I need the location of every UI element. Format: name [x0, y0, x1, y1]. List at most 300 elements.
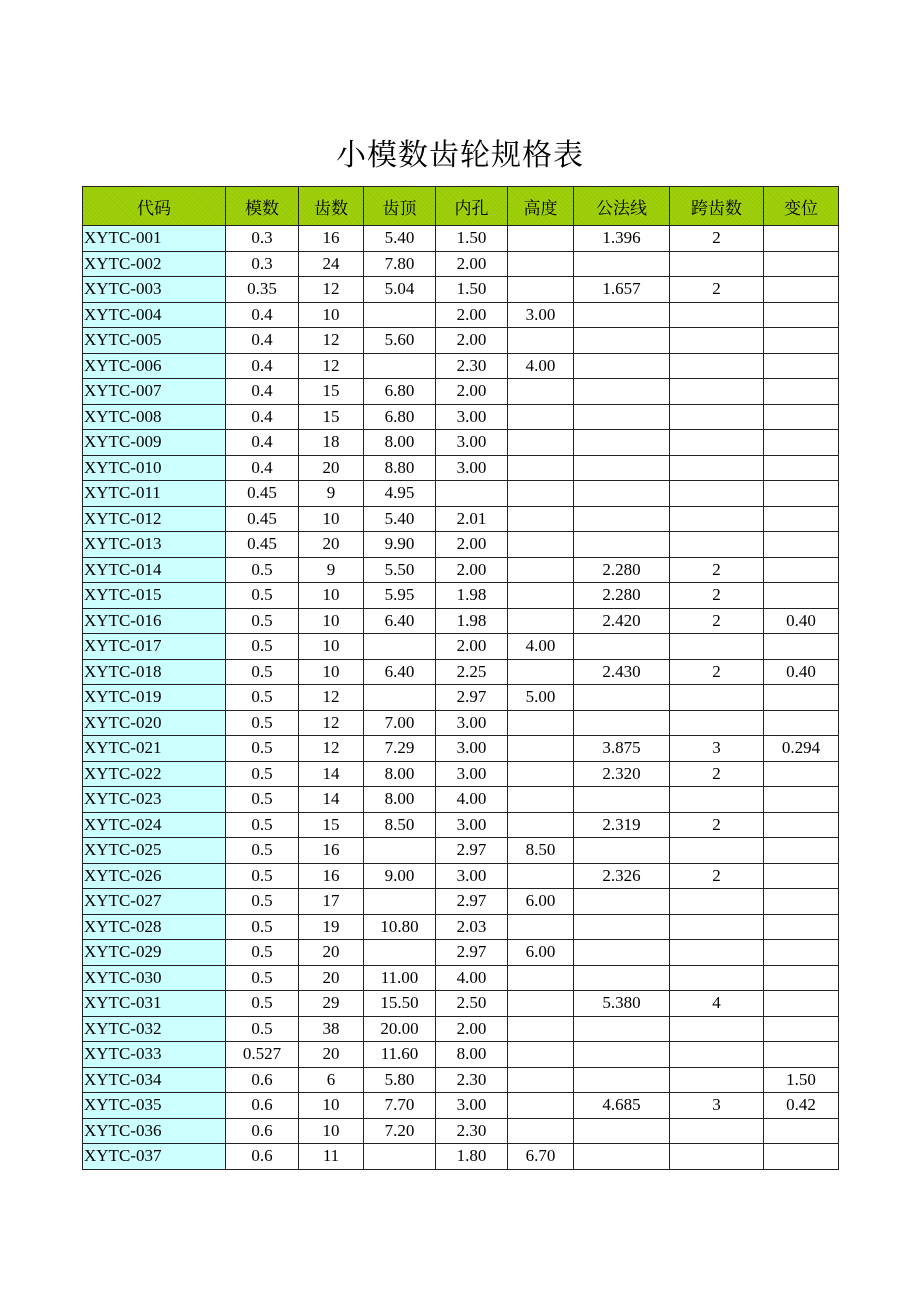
cell-base-tangent-length [574, 838, 670, 864]
column-header-teeth: 齿数 [299, 187, 364, 226]
cell-teeth: 10 [299, 1093, 364, 1119]
cell-teeth: 20 [299, 940, 364, 966]
cell-span-teeth [670, 1118, 764, 1144]
cell-code: XYTC-019 [83, 685, 226, 711]
cell-module: 0.5 [226, 838, 299, 864]
cell-span-teeth [670, 685, 764, 711]
cell-profile-shift: 0.40 [764, 608, 839, 634]
cell-module: 0.5 [226, 889, 299, 915]
cell-base-tangent-length: 2.430 [574, 659, 670, 685]
cell-bore: 8.00 [436, 1042, 508, 1068]
cell-teeth: 15 [299, 812, 364, 838]
cell-tip-diameter: 5.40 [364, 226, 436, 252]
cell-teeth: 10 [299, 506, 364, 532]
cell-bore: 1.50 [436, 226, 508, 252]
cell-teeth: 9 [299, 557, 364, 583]
cell-module: 0.3 [226, 251, 299, 277]
cell-teeth: 16 [299, 226, 364, 252]
cell-span-teeth: 4 [670, 991, 764, 1017]
table-row [83, 914, 839, 940]
cell-height [508, 991, 574, 1017]
table-row [83, 404, 839, 430]
cell-profile-shift [764, 277, 839, 303]
cell-height: 6.00 [508, 940, 574, 966]
cell-code: XYTC-036 [83, 1118, 226, 1144]
cell-module: 0.4 [226, 455, 299, 481]
cell-module: 0.4 [226, 379, 299, 405]
cell-base-tangent-length [574, 1042, 670, 1068]
cell-span-teeth [670, 634, 764, 660]
cell-teeth: 20 [299, 455, 364, 481]
cell-base-tangent-length: 2.420 [574, 608, 670, 634]
cell-profile-shift [764, 251, 839, 277]
cell-profile-shift [764, 430, 839, 456]
cell-tip-diameter: 6.40 [364, 608, 436, 634]
cell-span-teeth [670, 710, 764, 736]
cell-span-teeth [670, 1042, 764, 1068]
table-row [83, 1144, 839, 1170]
cell-module: 0.5 [226, 608, 299, 634]
table-row [83, 608, 839, 634]
cell-tip-diameter [364, 838, 436, 864]
cell-profile-shift [764, 1118, 839, 1144]
cell-height [508, 251, 574, 277]
cell-profile-shift [764, 965, 839, 991]
cell-bore: 1.98 [436, 583, 508, 609]
table-row [83, 991, 839, 1017]
column-header-span-teeth: 跨齿数 [670, 187, 764, 226]
cell-bore: 2.00 [436, 302, 508, 328]
table-row [83, 710, 839, 736]
table-row [83, 1118, 839, 1144]
cell-teeth: 6 [299, 1067, 364, 1093]
cell-tip-diameter: 8.80 [364, 455, 436, 481]
cell-teeth: 12 [299, 685, 364, 711]
cell-profile-shift [764, 889, 839, 915]
cell-bore: 3.00 [436, 404, 508, 430]
cell-teeth: 10 [299, 659, 364, 685]
cell-height [508, 787, 574, 813]
cell-height [508, 736, 574, 762]
column-header-base-tangent-length: 公法线 [574, 187, 670, 226]
cell-span-teeth [670, 787, 764, 813]
cell-code: XYTC-008 [83, 404, 226, 430]
cell-profile-shift: 0.40 [764, 659, 839, 685]
cell-module: 0.45 [226, 506, 299, 532]
cell-module: 0.45 [226, 532, 299, 558]
cell-tip-diameter: 5.80 [364, 1067, 436, 1093]
cell-profile-shift [764, 226, 839, 252]
table-row [83, 1067, 839, 1093]
cell-bore: 1.98 [436, 608, 508, 634]
table-row [83, 965, 839, 991]
cell-module: 0.35 [226, 277, 299, 303]
cell-profile-shift [764, 455, 839, 481]
cell-tip-diameter: 8.00 [364, 787, 436, 813]
cell-module: 0.4 [226, 353, 299, 379]
cell-profile-shift [764, 328, 839, 354]
cell-tip-diameter: 5.60 [364, 328, 436, 354]
cell-height [508, 710, 574, 736]
cell-height [508, 404, 574, 430]
cell-code: XYTC-012 [83, 506, 226, 532]
table-row [83, 1016, 839, 1042]
table-header [83, 187, 839, 226]
table-row [83, 379, 839, 405]
cell-module: 0.5 [226, 685, 299, 711]
cell-height [508, 1016, 574, 1042]
cell-span-teeth [670, 838, 764, 864]
cell-module: 0.5 [226, 583, 299, 609]
cell-base-tangent-length [574, 685, 670, 711]
cell-profile-shift [764, 914, 839, 940]
cell-profile-shift [764, 863, 839, 889]
cell-code: XYTC-002 [83, 251, 226, 277]
table-row [83, 455, 839, 481]
cell-span-teeth [670, 914, 764, 940]
table-row [83, 634, 839, 660]
cell-bore: 2.97 [436, 685, 508, 711]
cell-span-teeth [670, 379, 764, 405]
cell-span-teeth [670, 1067, 764, 1093]
cell-module: 0.5 [226, 940, 299, 966]
cell-tip-diameter: 4.95 [364, 481, 436, 507]
cell-height: 8.50 [508, 838, 574, 864]
cell-module: 0.5 [226, 761, 299, 787]
cell-bore: 2.97 [436, 838, 508, 864]
cell-span-teeth [670, 532, 764, 558]
cell-profile-shift [764, 685, 839, 711]
cell-base-tangent-length: 2.326 [574, 863, 670, 889]
cell-height [508, 430, 574, 456]
cell-bore: 3.00 [436, 710, 508, 736]
cell-base-tangent-length: 2.280 [574, 557, 670, 583]
table-row [83, 583, 839, 609]
table-row [83, 430, 839, 456]
cell-base-tangent-length: 1.657 [574, 277, 670, 303]
cell-height: 4.00 [508, 353, 574, 379]
table-row [83, 226, 839, 252]
cell-base-tangent-length [574, 251, 670, 277]
cell-bore: 3.00 [436, 812, 508, 838]
cell-profile-shift: 1.50 [764, 1067, 839, 1093]
cell-profile-shift [764, 634, 839, 660]
cell-base-tangent-length: 2.280 [574, 583, 670, 609]
cell-code: XYTC-014 [83, 557, 226, 583]
cell-tip-diameter [364, 353, 436, 379]
cell-bore: 2.00 [436, 328, 508, 354]
cell-tip-diameter: 7.70 [364, 1093, 436, 1119]
cell-teeth: 12 [299, 736, 364, 762]
cell-span-teeth: 2 [670, 608, 764, 634]
table-row [83, 1042, 839, 1068]
cell-span-teeth [670, 455, 764, 481]
cell-tip-diameter: 7.20 [364, 1118, 436, 1144]
cell-profile-shift [764, 532, 839, 558]
cell-bore: 3.00 [436, 455, 508, 481]
cell-code: XYTC-027 [83, 889, 226, 915]
cell-module: 0.5 [226, 1016, 299, 1042]
cell-module: 0.4 [226, 302, 299, 328]
cell-tip-diameter [364, 1144, 436, 1170]
cell-height [508, 812, 574, 838]
cell-bore: 2.00 [436, 532, 508, 558]
cell-bore: 2.00 [436, 1016, 508, 1042]
cell-tip-diameter: 5.40 [364, 506, 436, 532]
cell-profile-shift [764, 557, 839, 583]
table-row [83, 940, 839, 966]
cell-base-tangent-length [574, 506, 670, 532]
cell-teeth: 29 [299, 991, 364, 1017]
cell-tip-diameter: 9.00 [364, 863, 436, 889]
table-body [83, 226, 839, 1170]
table-row [83, 838, 839, 864]
cell-bore: 3.00 [436, 430, 508, 456]
cell-module: 0.6 [226, 1144, 299, 1170]
cell-tip-diameter: 11.60 [364, 1042, 436, 1068]
cell-span-teeth [670, 1016, 764, 1042]
cell-bore: 2.01 [436, 506, 508, 532]
table-row [83, 889, 839, 915]
cell-tip-diameter: 5.95 [364, 583, 436, 609]
cell-tip-diameter [364, 940, 436, 966]
cell-teeth: 20 [299, 532, 364, 558]
cell-profile-shift [764, 404, 839, 430]
cell-profile-shift [764, 379, 839, 405]
column-header-tip-diameter: 齿顶 [364, 187, 436, 226]
cell-code: XYTC-017 [83, 634, 226, 660]
cell-tip-diameter [364, 685, 436, 711]
cell-height [508, 863, 574, 889]
cell-code: XYTC-024 [83, 812, 226, 838]
cell-height [508, 226, 574, 252]
cell-base-tangent-length [574, 1144, 670, 1170]
cell-code: XYTC-032 [83, 1016, 226, 1042]
cell-base-tangent-length [574, 634, 670, 660]
cell-span-teeth [670, 481, 764, 507]
cell-span-teeth [670, 965, 764, 991]
cell-height [508, 761, 574, 787]
cell-code: XYTC-007 [83, 379, 226, 405]
cell-span-teeth [670, 1144, 764, 1170]
cell-profile-shift [764, 761, 839, 787]
cell-teeth: 12 [299, 710, 364, 736]
cell-teeth: 16 [299, 838, 364, 864]
cell-height: 5.00 [508, 685, 574, 711]
cell-tip-diameter [364, 302, 436, 328]
cell-profile-shift [764, 302, 839, 328]
cell-module: 0.5 [226, 965, 299, 991]
cell-height: 3.00 [508, 302, 574, 328]
cell-teeth: 9 [299, 481, 364, 507]
cell-span-teeth [670, 430, 764, 456]
cell-height [508, 506, 574, 532]
cell-code: XYTC-029 [83, 940, 226, 966]
cell-module: 0.527 [226, 1042, 299, 1068]
cell-base-tangent-length [574, 481, 670, 507]
cell-profile-shift [764, 812, 839, 838]
gear-spec-table [82, 186, 839, 1170]
cell-bore: 3.00 [436, 761, 508, 787]
cell-span-teeth: 2 [670, 557, 764, 583]
cell-module: 0.5 [226, 557, 299, 583]
cell-profile-shift [764, 353, 839, 379]
table-row [83, 787, 839, 813]
cell-tip-diameter: 5.04 [364, 277, 436, 303]
cell-height [508, 659, 574, 685]
cell-span-teeth [670, 404, 764, 430]
cell-base-tangent-length: 2.319 [574, 812, 670, 838]
cell-module: 0.6 [226, 1093, 299, 1119]
cell-code: XYTC-003 [83, 277, 226, 303]
cell-bore: 2.97 [436, 940, 508, 966]
cell-height: 6.70 [508, 1144, 574, 1170]
cell-bore: 2.00 [436, 379, 508, 405]
cell-teeth: 10 [299, 302, 364, 328]
cell-code: XYTC-030 [83, 965, 226, 991]
cell-module: 0.5 [226, 863, 299, 889]
cell-code: XYTC-022 [83, 761, 226, 787]
cell-tip-diameter [364, 889, 436, 915]
cell-profile-shift [764, 838, 839, 864]
cell-code: XYTC-018 [83, 659, 226, 685]
table-row [83, 557, 839, 583]
cell-teeth: 12 [299, 328, 364, 354]
cell-bore: 4.00 [436, 965, 508, 991]
cell-height [508, 379, 574, 405]
cell-span-teeth: 2 [670, 761, 764, 787]
cell-base-tangent-length [574, 353, 670, 379]
cell-span-teeth [670, 328, 764, 354]
cell-base-tangent-length [574, 914, 670, 940]
cell-profile-shift: 0.42 [764, 1093, 839, 1119]
cell-teeth: 16 [299, 863, 364, 889]
cell-tip-diameter: 6.80 [364, 379, 436, 405]
cell-teeth: 15 [299, 404, 364, 430]
table-row [83, 863, 839, 889]
cell-span-teeth [670, 302, 764, 328]
cell-teeth: 10 [299, 1118, 364, 1144]
cell-module: 0.5 [226, 736, 299, 762]
cell-teeth: 18 [299, 430, 364, 456]
cell-module: 0.5 [226, 787, 299, 813]
cell-bore: 2.50 [436, 991, 508, 1017]
table-row [83, 353, 839, 379]
column-header-bore: 内孔 [436, 187, 508, 226]
page-title: 小模数齿轮规格表 [336, 138, 584, 174]
table-row [83, 328, 839, 354]
cell-teeth: 20 [299, 1042, 364, 1068]
cell-code: XYTC-033 [83, 1042, 226, 1068]
cell-height [508, 914, 574, 940]
cell-base-tangent-length [574, 1118, 670, 1144]
cell-span-teeth: 2 [670, 226, 764, 252]
cell-code: XYTC-004 [83, 302, 226, 328]
cell-height [508, 532, 574, 558]
cell-profile-shift [764, 506, 839, 532]
cell-code: XYTC-006 [83, 353, 226, 379]
cell-module: 0.6 [226, 1118, 299, 1144]
cell-module: 0.45 [226, 481, 299, 507]
cell-base-tangent-length [574, 379, 670, 405]
table-row [83, 251, 839, 277]
cell-profile-shift [764, 787, 839, 813]
cell-code: XYTC-010 [83, 455, 226, 481]
cell-tip-diameter: 6.80 [364, 404, 436, 430]
cell-span-teeth: 2 [670, 812, 764, 838]
cell-tip-diameter: 8.00 [364, 430, 436, 456]
cell-height [508, 557, 574, 583]
cell-profile-shift [764, 481, 839, 507]
cell-teeth: 12 [299, 277, 364, 303]
cell-bore: 2.03 [436, 914, 508, 940]
cell-code: XYTC-021 [83, 736, 226, 762]
cell-teeth: 17 [299, 889, 364, 915]
cell-code: XYTC-035 [83, 1093, 226, 1119]
cell-height [508, 277, 574, 303]
cell-span-teeth: 3 [670, 736, 764, 762]
cell-tip-diameter: 6.40 [364, 659, 436, 685]
cell-code: XYTC-009 [83, 430, 226, 456]
cell-module: 0.5 [226, 914, 299, 940]
table-row [83, 302, 839, 328]
cell-teeth: 10 [299, 608, 364, 634]
cell-tip-diameter: 8.00 [364, 761, 436, 787]
cell-code: XYTC-034 [83, 1067, 226, 1093]
header-row [83, 187, 839, 226]
cell-height [508, 583, 574, 609]
cell-module: 0.5 [226, 710, 299, 736]
cell-module: 0.3 [226, 226, 299, 252]
table-row [83, 736, 839, 762]
cell-tip-diameter: 20.00 [364, 1016, 436, 1042]
cell-base-tangent-length [574, 787, 670, 813]
cell-bore: 3.00 [436, 863, 508, 889]
table-row [83, 481, 839, 507]
cell-tip-diameter: 5.50 [364, 557, 436, 583]
cell-base-tangent-length [574, 430, 670, 456]
column-header-module: 模数 [226, 187, 299, 226]
cell-teeth: 10 [299, 634, 364, 660]
cell-module: 0.4 [226, 404, 299, 430]
cell-base-tangent-length: 3.875 [574, 736, 670, 762]
cell-profile-shift [764, 991, 839, 1017]
table-row [83, 532, 839, 558]
cell-teeth: 12 [299, 353, 364, 379]
cell-teeth: 15 [299, 379, 364, 405]
cell-base-tangent-length [574, 1016, 670, 1042]
cell-base-tangent-length [574, 404, 670, 430]
cell-height [508, 328, 574, 354]
cell-code: XYTC-011 [83, 481, 226, 507]
cell-height [508, 455, 574, 481]
cell-height [508, 1067, 574, 1093]
cell-bore: 2.00 [436, 634, 508, 660]
cell-base-tangent-length [574, 889, 670, 915]
cell-base-tangent-length: 4.685 [574, 1093, 670, 1119]
cell-span-teeth: 2 [670, 863, 764, 889]
cell-profile-shift [764, 940, 839, 966]
cell-module: 0.6 [226, 1067, 299, 1093]
cell-base-tangent-length [574, 710, 670, 736]
cell-bore [436, 481, 508, 507]
cell-tip-diameter: 8.50 [364, 812, 436, 838]
cell-span-teeth: 3 [670, 1093, 764, 1119]
cell-bore: 2.00 [436, 557, 508, 583]
cell-teeth: 24 [299, 251, 364, 277]
cell-height [508, 481, 574, 507]
cell-teeth: 10 [299, 583, 364, 609]
